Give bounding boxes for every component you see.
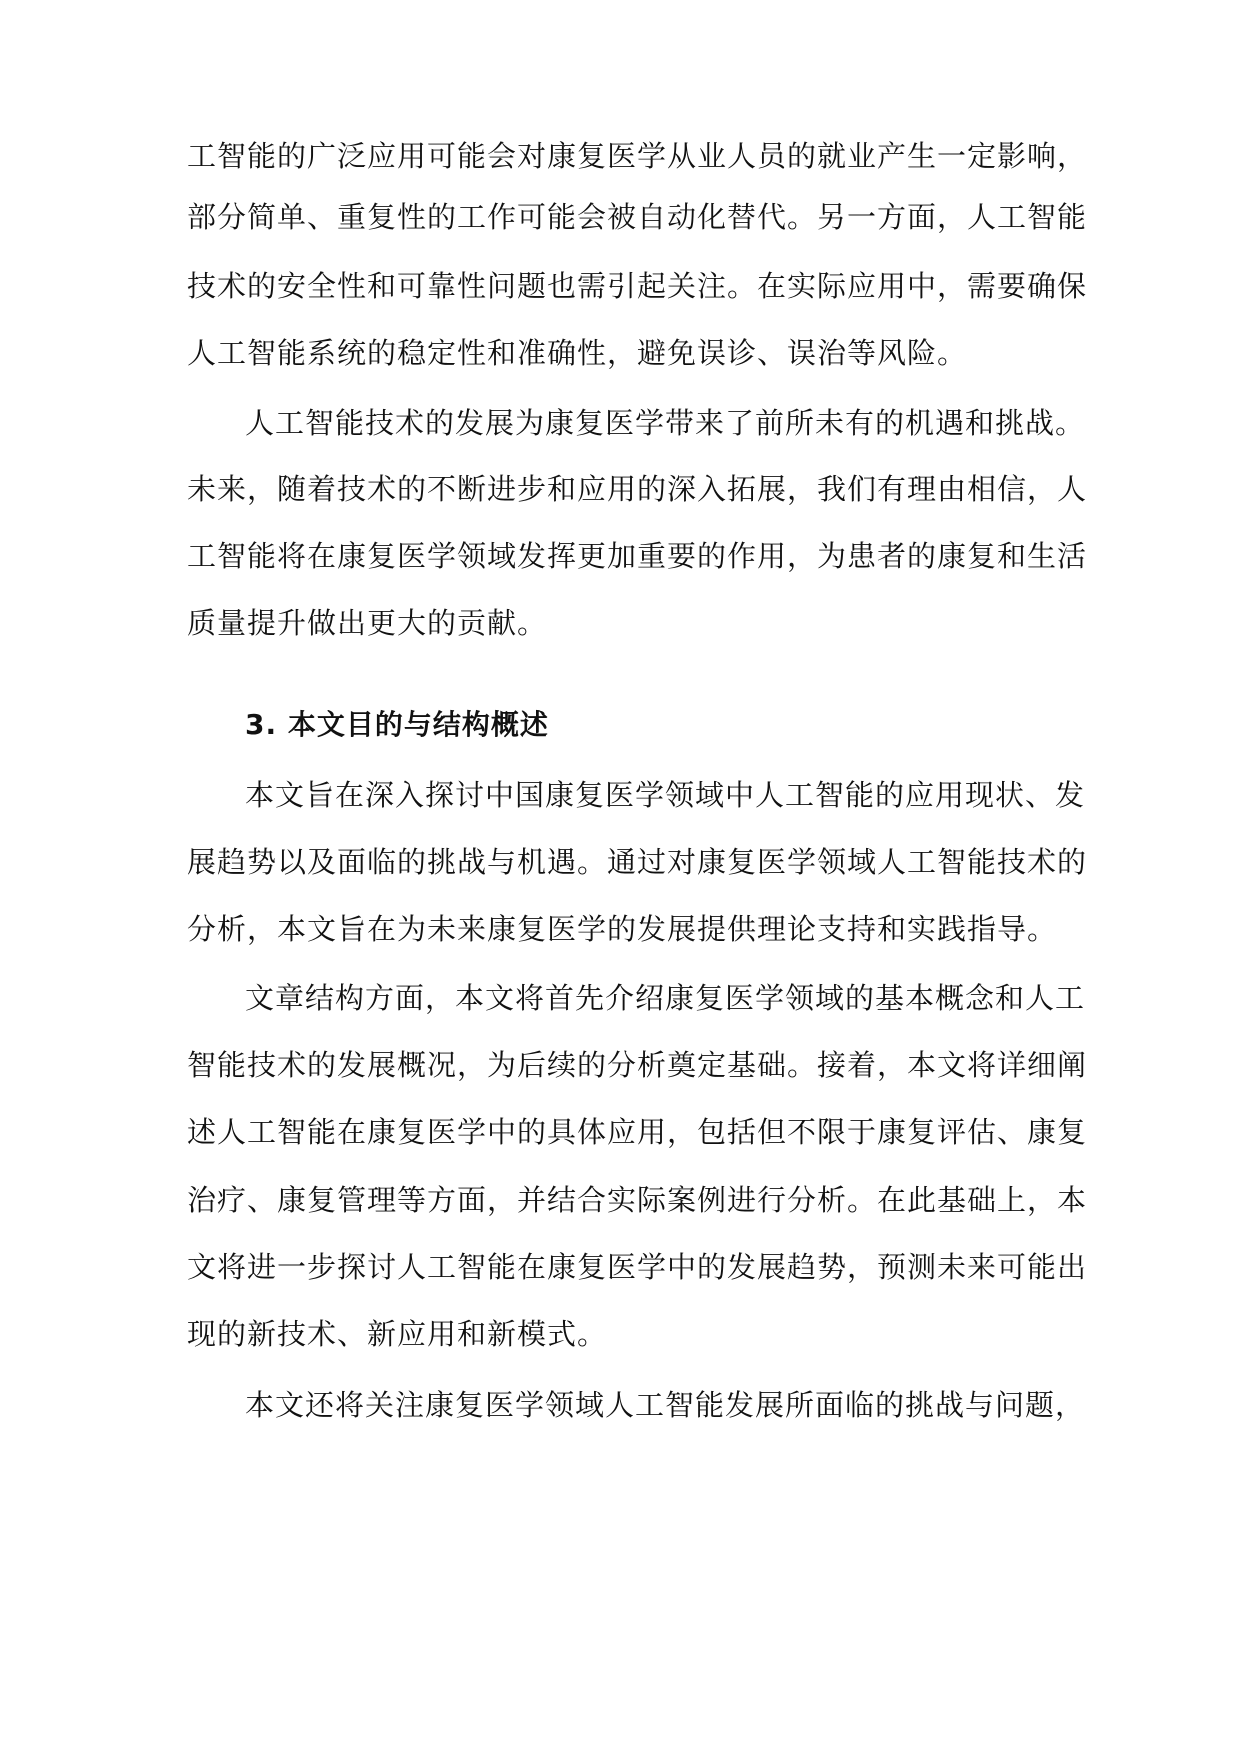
paragraph-1-line-3: 技术的安全性和可靠性问题也需引起关注。在实际应用中，需要确保 — [187, 269, 1088, 303]
paragraph-4-line-3: 述人工智能在康复医学中的具体应用，包括但不限于康复评估、康复 — [187, 1115, 1088, 1149]
paragraph-4-line-1: 文章结构方面，本文将首先介绍康复医学领域的基本概念和人工 — [245, 981, 1086, 1015]
paragraph-4-line-2: 智能技术的发展概况，为后续的分析奠定基础。接着，本文将详细阐 — [187, 1048, 1088, 1082]
paragraph-4-line-5: 文将进一步探讨人工智能在康复医学中的发展趋势，预测未来可能出 — [187, 1250, 1088, 1284]
paragraph-4-line-6: 现的新技术、新应用和新模式。 — [187, 1317, 608, 1351]
paragraph-3-line-3: 分析，本文旨在为未来康复医学的发展提供理论支持和实践指导。 — [187, 912, 1058, 946]
paragraph-2-line-4: 质量提升做出更大的贡献。 — [187, 606, 548, 640]
paragraph-2-line-3: 工智能将在康复医学领域发挥更加重要的作用，为患者的康复和生活 — [187, 539, 1088, 573]
paragraph-3-line-1: 本文旨在深入探讨中国康复医学领域中人工智能的应用现状、发 — [245, 778, 1086, 812]
paragraph-1-line-1: 工智能的广泛应用可能会对康复医学从业人员的就业产生一定影响， — [187, 139, 1088, 173]
paragraph-5-line-1: 本文还将关注康复医学领域人工智能发展所面临的挑战与问题， — [245, 1388, 1086, 1422]
paragraph-3-line-2: 展趋势以及面临的挑战与机遇。通过对康复医学领域人工智能技术的 — [187, 845, 1088, 879]
paragraph-4-line-4: 治疗、康复管理等方面，并结合实际案例进行分析。在此基础上，本 — [187, 1183, 1088, 1217]
paragraph-1-line-2: 部分简单、重复性的工作可能会被自动化替代。另一方面，人工智能 — [187, 200, 1088, 234]
paragraph-1-line-4: 人工智能系统的稳定性和准确性，避免误诊、误治等风险。 — [187, 336, 968, 370]
section-heading: 3. 本文目的与结构概述 — [245, 708, 549, 741]
paragraph-2-line-2: 未来，随着技术的不断进步和应用的深入拓展，我们有理由相信，人 — [187, 472, 1088, 506]
paragraph-2-line-1: 人工智能技术的发展为康复医学带来了前所未有的机遇和挑战。 — [245, 406, 1086, 440]
